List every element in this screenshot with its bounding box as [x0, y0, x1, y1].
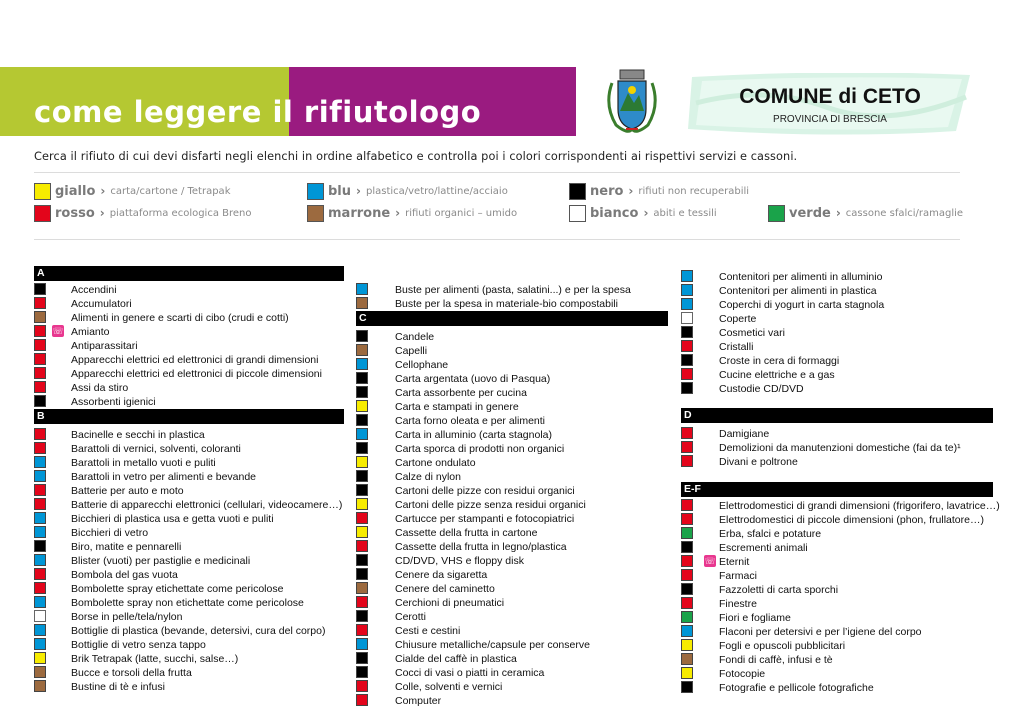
item-label: Fiori e fogliame	[719, 612, 791, 624]
item-label: Escrementi animali	[719, 542, 808, 554]
legend-description: rifiuti organici – umido	[405, 207, 518, 219]
list-item	[356, 638, 668, 652]
color-swatch-red	[34, 297, 46, 309]
item-label: Bustine di tè e infusi	[71, 681, 165, 693]
item-label: Barattoli in metallo vuoti e puliti	[71, 457, 216, 469]
color-swatch-red	[681, 569, 693, 581]
list-item	[681, 270, 993, 284]
item-label: Buste per alimenti (pasta, salatini...) e per la spesa	[395, 284, 631, 296]
item-label: Bottiglie di plastica (bevande, detersivi, cura del corpo)	[71, 625, 326, 637]
color-swatch-brown	[356, 297, 368, 309]
color-swatch-black	[34, 540, 46, 552]
item-label: Cassette della frutta in legno/plastica	[395, 541, 567, 553]
color-swatch-black	[681, 354, 693, 366]
color-swatch-red	[356, 540, 368, 552]
color-swatch-blue	[34, 512, 46, 524]
chevron-right-icon: ›	[395, 206, 401, 220]
list-item	[681, 455, 993, 469]
item-label: Elettrodomestici di piccole dimensioni (phon, frullatore…)	[719, 514, 984, 526]
item-label: Calze di nylon	[395, 471, 461, 483]
item-label: Custodie CD/DVD	[719, 383, 804, 395]
color-swatch-blue	[34, 554, 46, 566]
list-item	[34, 512, 344, 526]
list-item	[356, 456, 668, 470]
item-label: Cerchioni di pneumatici	[395, 597, 505, 609]
section-header: D	[681, 408, 993, 423]
color-swatch-black	[356, 330, 368, 342]
list-item	[34, 498, 344, 512]
item-label: Carta in alluminio (carta stagnola)	[395, 429, 552, 441]
item-label: Borse in pelle/tela/nylon	[71, 611, 183, 623]
item-label: Contenitori per alimenti in plastica	[719, 285, 877, 297]
color-swatch-yellow	[681, 639, 693, 651]
item-label: Bottiglie di vetro senza tappo	[71, 639, 206, 651]
item-label: Chiusure metalliche/capsule per conserve	[395, 639, 590, 651]
legend-swatch-giallo	[34, 183, 51, 200]
color-swatch-black	[681, 541, 693, 553]
color-swatch-blue	[356, 358, 368, 370]
phone-icon: ☏	[52, 326, 64, 336]
legend-name: verde	[789, 205, 831, 221]
list-item	[356, 624, 668, 638]
color-swatch-black	[356, 610, 368, 622]
list-item	[34, 540, 344, 554]
color-swatch-red	[34, 381, 46, 393]
item-label: Apparecchi elettrici ed elettronici di grandi dimensioni	[71, 354, 319, 366]
list-item	[356, 582, 668, 596]
legend-item-marrone	[307, 202, 517, 224]
list-item	[681, 499, 1000, 513]
list-item	[356, 498, 668, 512]
divider	[34, 239, 960, 240]
item-label: Barattoli in vetro per alimenti e bevande	[71, 471, 257, 483]
color-swatch-red	[356, 624, 368, 636]
item-label: Cosmetici vari	[719, 327, 785, 339]
list-item	[34, 624, 344, 638]
legend-swatch-nero	[569, 183, 586, 200]
item-label: Cenere da sigaretta	[395, 569, 488, 581]
list-item	[681, 597, 993, 611]
color-swatch-red	[356, 512, 368, 524]
legend-name: blu	[328, 183, 352, 199]
color-swatch-black	[356, 568, 368, 580]
list-item	[34, 395, 344, 409]
item-label: Batterie per auto e moto	[71, 485, 184, 497]
color-swatch-black	[681, 382, 693, 394]
color-swatch-red	[681, 597, 693, 609]
item-label: Flaconi per detersivi e per l’igiene del corpo	[719, 626, 922, 638]
item-label: Fazzoletti di carta sporchi	[719, 584, 839, 596]
legend-name: nero	[590, 183, 624, 199]
color-swatch-red	[681, 441, 693, 453]
color-swatch-blue	[681, 284, 693, 296]
item-label: Carta assorbente per cucina	[395, 387, 527, 399]
legend-item-nero	[569, 180, 749, 202]
color-swatch-blue	[34, 456, 46, 468]
section-header: E-F	[681, 482, 993, 497]
item-label: Candele	[395, 331, 435, 343]
color-swatch-yellow	[681, 667, 693, 679]
list-item	[681, 441, 993, 455]
list-item	[356, 652, 668, 666]
legend-swatch-rosso	[34, 205, 51, 222]
color-swatch-blue	[34, 526, 46, 538]
phone-icon: ☏	[704, 556, 716, 566]
list-item	[356, 596, 668, 610]
color-swatch-red	[681, 513, 693, 525]
item-label: Carta forno oleata e per alimenti	[395, 415, 545, 427]
color-swatch-brown	[34, 680, 46, 692]
legend-name: rosso	[55, 205, 95, 221]
color-swatch-red	[34, 325, 46, 337]
item-label: Carta argentata (uovo di Pasqua)	[395, 373, 551, 385]
color-swatch-red	[681, 427, 693, 439]
item-label: Cenere del caminetto	[395, 583, 495, 595]
chevron-right-icon: ›	[835, 206, 841, 220]
item-label: Alimenti in genere e scarti di cibo (crudi e cotti)	[71, 312, 289, 324]
item-label: Farmaci	[719, 570, 757, 582]
item-label: Cartoni delle pizze con residui organici	[395, 485, 575, 497]
list-item	[681, 541, 993, 555]
legend-item-giallo	[34, 180, 230, 202]
color-swatch-blue	[681, 270, 693, 282]
item-label: Demolizioni da manutenzioni domestiche (fai da te)¹	[719, 442, 961, 454]
list-item	[681, 681, 993, 695]
item-label: Assorbenti igienici	[71, 396, 156, 408]
color-swatch-red	[34, 339, 46, 351]
item-label: Contenitori per alimenti in alluminio	[719, 271, 883, 283]
color-swatch-blue	[681, 298, 693, 310]
legend-description: carta/cartone / Tetrapak	[110, 185, 231, 197]
legend-swatch-bianco	[569, 205, 586, 222]
color-swatch-yellow	[356, 456, 368, 468]
list-item	[681, 312, 993, 326]
legend-name: giallo	[55, 183, 96, 199]
item-label: Finestre	[719, 598, 757, 610]
item-label: Accumulatori	[71, 298, 132, 310]
item-label: Fogli e opuscoli pubblicitari	[719, 640, 846, 652]
legend-swatch-verde	[768, 205, 785, 222]
list-item	[34, 325, 344, 339]
color-swatch-red	[356, 680, 368, 692]
legend-item-bianco	[569, 202, 717, 224]
item-label: Colle, solventi e vernici	[395, 681, 503, 693]
item-label: CD/DVD, VHS e floppy disk	[395, 555, 524, 567]
item-label: Bucce e torsoli della frutta	[71, 667, 192, 679]
color-swatch-blue	[356, 428, 368, 440]
item-label: Cartucce per stampanti e fotocopiatrici	[395, 513, 575, 525]
color-swatch-brown	[356, 344, 368, 356]
list-item	[681, 639, 993, 653]
list-item	[356, 554, 668, 568]
item-label: Erba, sfalci e potature	[719, 528, 822, 540]
list-item	[681, 513, 993, 527]
list-item	[356, 540, 668, 554]
color-swatch-brown	[356, 582, 368, 594]
comune-province: PROVINCIA DI BRESCIA	[773, 114, 887, 125]
list-item	[34, 283, 344, 297]
list-item	[34, 596, 344, 610]
color-swatch-white	[34, 610, 46, 622]
item-label: Bombola del gas vuota	[71, 569, 178, 581]
list-item	[34, 353, 344, 367]
item-label: Assi da stiro	[71, 382, 129, 394]
color-swatch-black	[681, 583, 693, 595]
list-item	[356, 428, 668, 442]
item-label: Brik Tetrapak (latte, succhi, salse…)	[71, 653, 239, 665]
legend-name: bianco	[590, 205, 639, 221]
color-swatch-black	[681, 681, 693, 693]
legend-item-blu	[307, 180, 508, 202]
item-label: Bacinelle e secchi in plastica	[71, 429, 205, 441]
color-swatch-yellow	[356, 400, 368, 412]
section-header: A	[34, 266, 344, 281]
list-item	[681, 667, 993, 681]
color-swatch-black	[356, 372, 368, 384]
list-item	[356, 372, 668, 386]
legend-description: abiti e tessili	[653, 207, 717, 219]
divider	[34, 172, 960, 173]
color-swatch-black	[356, 554, 368, 566]
list-item	[356, 414, 668, 428]
item-label: Bombolette spray non etichettate come pericolose	[71, 597, 304, 609]
list-item	[681, 611, 993, 625]
list-item	[34, 484, 344, 498]
color-swatch-black	[681, 326, 693, 338]
list-item	[356, 680, 668, 694]
color-swatch-black	[356, 442, 368, 454]
chevron-right-icon: ›	[643, 206, 649, 220]
color-swatch-blue	[34, 638, 46, 650]
color-swatch-white	[681, 312, 693, 324]
color-swatch-yellow	[356, 526, 368, 538]
legend-description: rifiuti non recuperabili	[638, 185, 750, 197]
item-label: Divani e poltrone	[719, 456, 798, 468]
color-swatch-red	[356, 596, 368, 608]
chevron-right-icon: ›	[356, 184, 361, 198]
list-item	[356, 358, 668, 372]
item-label: Cocci di vasi o piatti in ceramica	[395, 667, 545, 679]
list-item	[34, 367, 344, 381]
item-label: Cialde del caffè in plastica	[395, 653, 517, 665]
legend-item-rosso	[34, 202, 252, 224]
list-item	[34, 554, 344, 568]
item-label: Computer	[395, 695, 442, 707]
color-swatch-blue	[34, 470, 46, 482]
item-label: Damigiane	[719, 428, 770, 440]
list-item	[34, 381, 344, 395]
list-item	[356, 330, 668, 344]
color-swatch-red	[681, 368, 693, 380]
list-item	[356, 442, 668, 456]
item-label: Cartone ondulato	[395, 457, 476, 469]
legend-description: piattaforma ecologica Breno	[109, 207, 252, 219]
comune-name: COMUNE di CETO	[739, 85, 921, 108]
chevron-right-icon: ›	[99, 206, 105, 220]
color-swatch-black	[356, 386, 368, 398]
color-swatch-black	[356, 414, 368, 426]
list-item	[681, 298, 993, 312]
item-label: Cerotti	[395, 611, 426, 623]
list-item	[34, 456, 344, 470]
page-title: come leggere il rifiutologo	[34, 95, 482, 129]
item-label: Cellophane	[395, 359, 449, 371]
item-label: Bombolette spray etichettate come pericolose	[71, 583, 284, 595]
color-swatch-black	[34, 395, 46, 407]
list-item	[356, 283, 668, 297]
item-label: Croste in cera di formaggi	[719, 355, 840, 367]
item-label: Amianto	[71, 326, 110, 338]
list-item	[34, 526, 344, 540]
color-swatch-red	[34, 367, 46, 379]
color-swatch-red	[34, 353, 46, 365]
color-swatch-blue	[356, 283, 368, 295]
color-swatch-black	[356, 470, 368, 482]
list-item	[681, 555, 993, 569]
color-swatch-blue	[34, 624, 46, 636]
list-item	[681, 382, 993, 396]
list-item	[34, 568, 344, 582]
list-item	[356, 610, 668, 624]
list-item	[34, 442, 344, 456]
chevron-right-icon: ›	[628, 184, 634, 198]
color-swatch-green	[681, 611, 693, 623]
color-swatch-black	[356, 652, 368, 664]
color-swatch-brown	[34, 311, 46, 323]
item-label: Coperchi di yogurt in carta stagnola	[719, 299, 885, 311]
item-label: Cartoni delle pizze senza residui organici	[395, 499, 586, 511]
list-item	[34, 311, 344, 325]
list-item	[356, 386, 668, 400]
color-swatch-red	[681, 340, 693, 352]
legend-item-verde	[768, 202, 963, 224]
item-label: Cucine elettriche e a gas	[719, 369, 835, 381]
item-label: Accendini	[71, 284, 117, 296]
color-swatch-red	[34, 582, 46, 594]
list-item	[34, 610, 344, 624]
list-item	[356, 400, 668, 414]
color-swatch-red	[356, 694, 368, 706]
color-swatch-red	[681, 555, 693, 567]
list-item	[356, 484, 668, 498]
list-item	[356, 512, 668, 526]
list-item	[681, 527, 993, 541]
list-item	[681, 427, 993, 441]
item-label: Eternit	[719, 556, 750, 568]
color-swatch-blue	[356, 638, 368, 650]
list-item	[34, 470, 344, 484]
list-item	[681, 569, 993, 583]
item-label: Buste per la spesa in materiale-bio compostabili	[395, 298, 618, 310]
item-label: Fondi di caffè, infusi e tè	[719, 654, 833, 666]
list-item	[356, 568, 668, 582]
list-item	[681, 583, 993, 597]
color-swatch-red	[34, 442, 46, 454]
section-header: B	[34, 409, 344, 424]
item-label: Antiparassitari	[71, 340, 138, 352]
list-item	[356, 694, 668, 708]
list-item	[356, 666, 668, 680]
list-item	[356, 344, 668, 358]
list-item	[681, 326, 993, 340]
item-label: Cassette della frutta in cartone	[395, 527, 538, 539]
color-swatch-black	[356, 666, 368, 678]
legend-description: cassone sfalci/ramaglie	[845, 207, 964, 219]
list-item	[34, 652, 344, 666]
list-item	[34, 428, 344, 442]
color-swatch-yellow	[34, 652, 46, 664]
color-swatch-black	[34, 283, 46, 295]
item-label: Biro, matite e pennarelli	[71, 541, 182, 553]
color-swatch-brown	[681, 653, 693, 665]
item-label: Cesti e cestini	[395, 625, 461, 637]
list-item	[34, 297, 344, 311]
color-swatch-blue	[681, 625, 693, 637]
list-item	[34, 339, 344, 353]
list-item	[34, 666, 344, 680]
color-swatch-red	[681, 455, 693, 467]
legend-description: plastica/vetro/lattine/acciaio	[365, 185, 508, 197]
item-label: Cristalli	[719, 341, 754, 353]
list-item	[681, 368, 993, 382]
coat-of-arms-icon	[598, 65, 666, 137]
color-swatch-red	[34, 568, 46, 580]
item-label: Fotocopie	[719, 668, 766, 680]
legend-name: marrone	[328, 205, 391, 221]
list-item	[681, 284, 993, 298]
section-header: C	[356, 311, 668, 326]
color-swatch-brown	[34, 666, 46, 678]
color-swatch-black	[356, 484, 368, 496]
color-swatch-green	[681, 527, 693, 539]
item-label: Elettrodomestici di grandi dimensioni (frigorifero, lavatrice…)	[719, 500, 1000, 512]
item-label: Batterie di apparecchi elettronici (cellulari, videocamere…)	[71, 499, 343, 511]
list-item	[681, 653, 993, 667]
list-item	[34, 680, 344, 694]
item-label: Carta e stampati in genere	[395, 401, 519, 413]
color-swatch-red	[34, 428, 46, 440]
list-item	[681, 354, 993, 368]
item-label: Bicchieri di vetro	[71, 527, 149, 539]
legend-swatch-marrone	[307, 205, 324, 222]
item-label: Fotografie e pellicole fotografiche	[719, 682, 874, 694]
list-item	[356, 297, 668, 311]
color-swatch-yellow	[356, 498, 368, 510]
chevron-right-icon: ›	[100, 184, 106, 198]
item-label: Bicchieri di plastica usa e getta vuoti e puliti	[71, 513, 274, 525]
color-swatch-red	[34, 498, 46, 510]
item-label: Blister (vuoti) per pastiglie e medicinali	[71, 555, 251, 567]
item-label: Coperte	[719, 313, 757, 325]
list-item	[681, 625, 993, 639]
item-label: Carta sporca di prodotti non organici	[395, 443, 565, 455]
list-item	[356, 470, 668, 484]
legend-swatch-blu	[307, 183, 324, 200]
list-item	[356, 526, 668, 540]
list-item	[681, 340, 993, 354]
color-swatch-red	[34, 484, 46, 496]
intro-text: Cerca il rifiuto di cui devi disfarti negli elenchi in ordine alfabetico e controlla poi i colori corrispondenti ai rispettivi servizi e cassoni.	[34, 150, 798, 163]
color-swatch-red	[681, 499, 693, 511]
item-label: Capelli	[395, 345, 428, 357]
item-label: Barattoli di vernici, solventi, coloranti	[71, 443, 241, 455]
list-item	[34, 638, 344, 652]
color-swatch-blue	[34, 596, 46, 608]
item-label: Apparecchi elettrici ed elettronici di piccole dimensioni	[71, 368, 322, 380]
list-item	[34, 582, 344, 596]
